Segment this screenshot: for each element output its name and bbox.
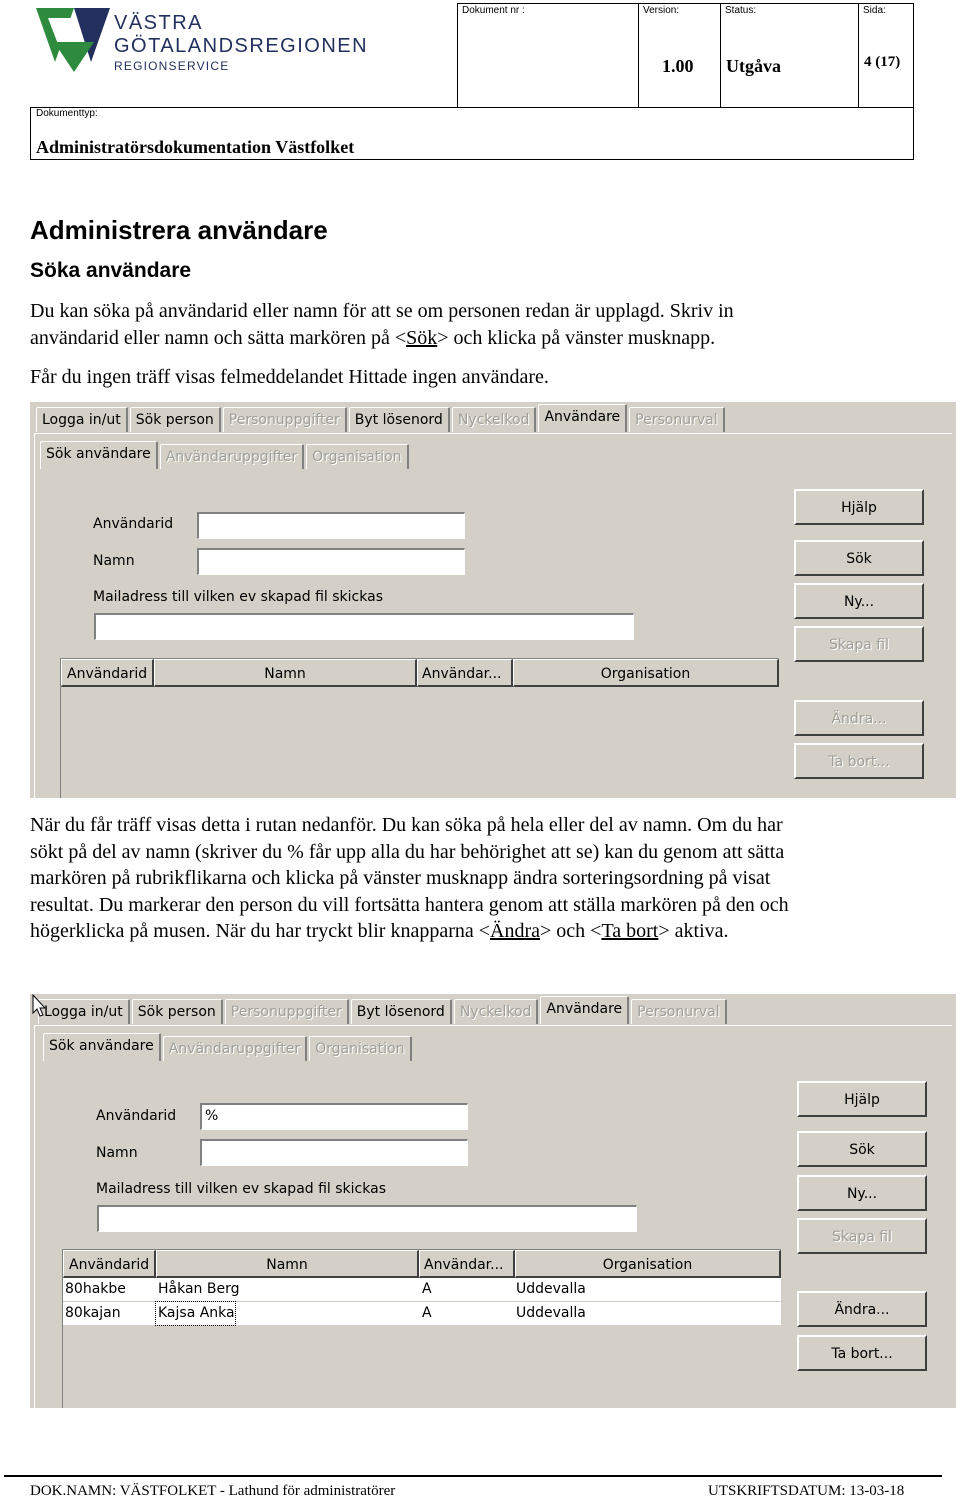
mail-label: Mailadress till vilken ev skapad fil skickas xyxy=(96,1181,386,1197)
intro-paragraph xyxy=(30,298,734,351)
sub-tabs xyxy=(43,1036,414,1061)
vgr-logo xyxy=(34,4,369,74)
col-anvandarid[interactable]: Användarid xyxy=(61,659,154,687)
sub-tabs xyxy=(40,444,411,469)
tab-byt-losenord[interactable]: Byt lösenord xyxy=(351,999,452,1024)
sok-reference: Sök xyxy=(406,326,438,349)
andra-reference: Ändra xyxy=(490,920,540,942)
userid-input[interactable]: % xyxy=(200,1103,468,1130)
tab-nyckelkod[interactable]: Nyckelkod xyxy=(452,407,537,432)
page-label: Sida: xyxy=(863,5,886,16)
version-box xyxy=(638,3,721,108)
new-button[interactable]: Ny... xyxy=(797,1175,927,1211)
edit-button[interactable]: Ändra... xyxy=(797,1291,927,1327)
main-tabs xyxy=(38,999,729,1025)
col-anvandarid[interactable]: Användarid xyxy=(63,1250,156,1278)
tab-sok-person[interactable]: Sök person xyxy=(132,999,223,1024)
result-text-a: högerklicka på musen. När du har tryckt blir knapparna < xyxy=(30,920,491,942)
help-button[interactable]: Hjälp xyxy=(797,1081,927,1117)
vgr-logo-mark-icon xyxy=(34,4,112,74)
col-organisation[interactable]: Organisation xyxy=(513,659,779,687)
delete-button[interactable]: Ta bort... xyxy=(797,1335,927,1371)
name-label: Namn xyxy=(96,1145,138,1161)
tab-anvandare[interactable]: Användare xyxy=(540,996,629,1024)
cell-org: Uddevalla xyxy=(516,1305,586,1321)
mail-input[interactable] xyxy=(94,613,634,640)
name-input[interactable] xyxy=(200,1139,468,1166)
subtab-organisation[interactable]: Organisation xyxy=(306,444,408,469)
doctype-label: Dokumenttyp: xyxy=(36,108,98,119)
result-paragraph xyxy=(30,812,789,945)
edit-button[interactable]: Ändra... xyxy=(794,700,924,736)
footer-printdate: UTSKRIFTSDATUM: 13-03-18 xyxy=(708,1483,905,1499)
status-label: Status: xyxy=(725,5,757,16)
result-grid xyxy=(62,1249,781,1408)
section-subheading: Söka användare xyxy=(30,259,192,282)
subtab-sok-anvandare[interactable]: Sök användare xyxy=(40,441,158,469)
footer-divider xyxy=(4,1475,942,1477)
mouse-cursor-icon xyxy=(32,994,48,1018)
ta-bort-reference: Ta bort xyxy=(601,920,659,942)
org-name-line3: REGIONSERVICE xyxy=(114,59,230,73)
cell-type: A xyxy=(422,1305,432,1321)
no-hit-paragraph: Får du ingen träff visas felmeddelandet Hittade ingen användare. xyxy=(30,366,549,388)
name-label: Namn xyxy=(93,553,135,569)
table-row[interactable] xyxy=(63,1302,781,1325)
col-anvandartyp[interactable]: Användar... xyxy=(417,659,513,687)
cell-org: Uddevalla xyxy=(516,1281,586,1297)
result-line5 xyxy=(30,918,789,945)
delete-button[interactable]: Ta bort... xyxy=(794,743,924,779)
intro-line1: Du kan söka på användarid eller namn för att se om personen redan är upplagd. Skriv in xyxy=(30,300,734,322)
result-line3: markören på rubrikflikarna och klicka på vänster musknapp ändra sorteringsordning på visat xyxy=(30,867,771,889)
docnr-label: Dokument nr : xyxy=(462,5,525,16)
result-text-b: > och < xyxy=(540,920,602,942)
main-tabs xyxy=(36,407,727,433)
search-button[interactable]: Sök xyxy=(797,1131,927,1167)
search-button[interactable]: Sök xyxy=(794,540,924,576)
status-value: Utgåva xyxy=(726,56,781,76)
new-button[interactable]: Ny... xyxy=(794,583,924,619)
search-screenshot-results xyxy=(30,994,956,1408)
help-button[interactable]: Hjälp xyxy=(794,489,924,525)
col-namn[interactable]: Namn xyxy=(154,659,417,687)
org-name-line2: GÖTALANDSREGIONEN xyxy=(114,35,369,57)
result-text-c: > aktiva. xyxy=(658,920,729,942)
org-name-line1: VÄSTRA xyxy=(114,12,204,34)
mail-input[interactable] xyxy=(97,1205,637,1232)
cell-name: Håkan Berg xyxy=(158,1281,240,1297)
cell-name: Kajsa Anka xyxy=(156,1302,235,1325)
tab-logga-in-ut[interactable]: Logga in/ut xyxy=(38,999,130,1024)
subtab-anvandaruppgifter[interactable]: Användaruppgifter xyxy=(163,1036,307,1061)
page-value: 4 (17) xyxy=(864,54,901,70)
cell-userid: 80kajan xyxy=(65,1305,121,1321)
tab-logga-in-ut[interactable]: Logga in/ut xyxy=(36,407,128,432)
col-organisation[interactable]: Organisation xyxy=(515,1250,781,1278)
tab-nyckelkod[interactable]: Nyckelkod xyxy=(454,999,539,1024)
tab-personurval[interactable]: Personurval xyxy=(631,999,726,1024)
col-namn[interactable]: Namn xyxy=(156,1250,419,1278)
intro-text-a: användarid eller namn och sätta markören på < xyxy=(30,326,407,349)
intro-line2 xyxy=(30,325,734,352)
tab-personuppgifter[interactable]: Personuppgifter xyxy=(225,999,349,1024)
table-row[interactable] xyxy=(63,1278,781,1301)
docnr-box xyxy=(457,3,639,108)
mail-label: Mailadress till vilken ev skapad fil skickas xyxy=(93,589,383,605)
tab-personurval[interactable]: Personurval xyxy=(629,407,724,432)
version-label: Version: xyxy=(643,5,680,16)
section-heading: Administrera användare xyxy=(30,215,328,245)
cell-type: A xyxy=(422,1281,432,1297)
version-value: 1.00 xyxy=(662,56,694,76)
tab-sok-person[interactable]: Sök person xyxy=(130,407,221,432)
intro-text-b: > och klicka på vänster musknapp. xyxy=(437,326,716,349)
userid-input[interactable] xyxy=(197,512,465,539)
name-input[interactable] xyxy=(197,548,465,575)
tab-personuppgifter[interactable]: Personuppgifter xyxy=(223,407,347,432)
subtab-organisation[interactable]: Organisation xyxy=(309,1036,411,1061)
subtab-sok-anvandare[interactable]: Sök användare xyxy=(43,1033,161,1061)
col-anvandartyp[interactable]: Användar... xyxy=(419,1250,515,1278)
result-line1: När du får träff visas detta i rutan nedanför. Du kan söka på hela eller del av namn. Om du har xyxy=(30,814,783,836)
result-line2: sökt på del av namn (skriver du % får upp alla du har behörighet att se) kan du genom att sätta xyxy=(30,840,785,863)
search-screenshot-empty xyxy=(30,402,956,798)
tab-anvandare[interactable]: Användare xyxy=(538,404,627,432)
result-grid xyxy=(60,658,779,798)
cell-userid: 80hakbe xyxy=(65,1281,126,1297)
result-line4: resultat. Du markerar den person du vill fortsätta hantera genom att ställa markören på den och xyxy=(30,893,789,916)
page-box xyxy=(858,3,914,108)
footer-docname: DOK.NAMN: VÄSTFOLKET - Lathund för administratörer xyxy=(30,1483,396,1499)
userid-label: Användarid xyxy=(96,1108,177,1124)
userid-label: Användarid xyxy=(93,516,174,532)
tab-byt-losenord[interactable]: Byt lösenord xyxy=(349,407,450,432)
create-file-button[interactable]: Skapa fil xyxy=(797,1218,927,1254)
subtab-anvandaruppgifter[interactable]: Användaruppgifter xyxy=(160,444,304,469)
status-box xyxy=(720,3,859,108)
create-file-button[interactable]: Skapa fil xyxy=(794,626,924,662)
doctype-value: Administratörsdokumentation Västfolket xyxy=(36,137,355,157)
